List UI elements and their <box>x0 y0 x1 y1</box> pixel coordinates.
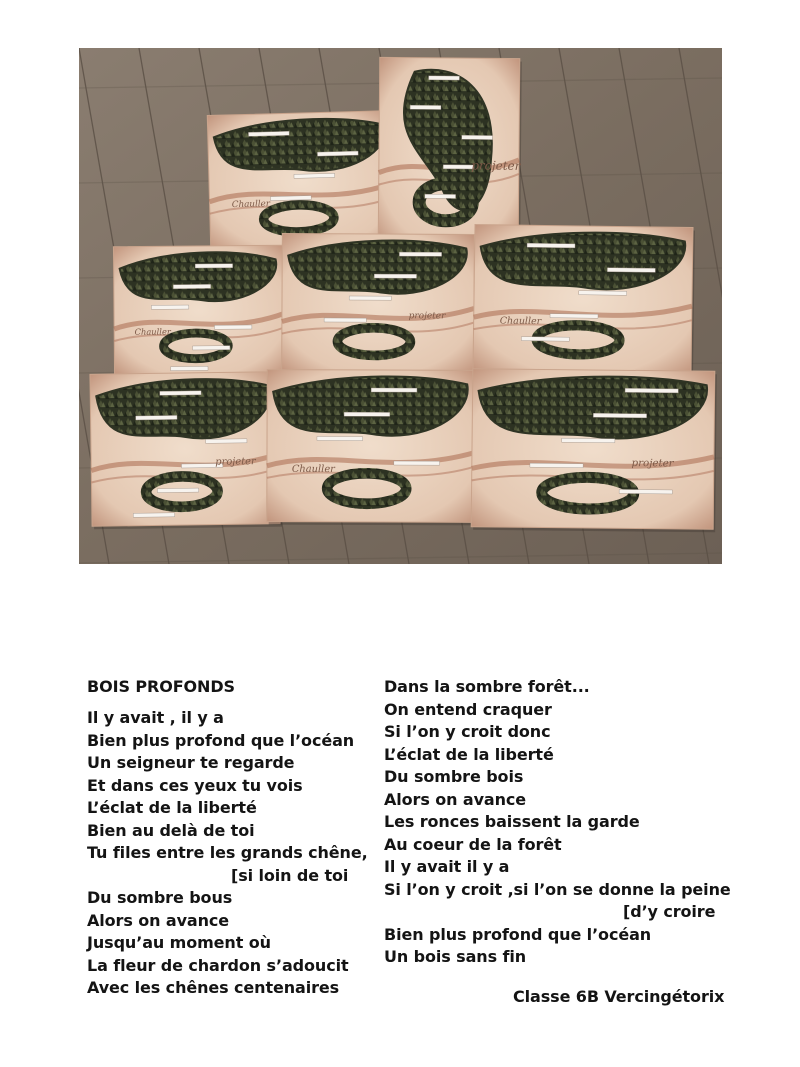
pasted-text-strip <box>371 388 417 392</box>
map-sheet <box>113 245 286 377</box>
pasted-text-strip <box>394 461 440 465</box>
poem-line: Alors on avance <box>87 910 230 930</box>
pasted-text-strip <box>171 366 208 370</box>
pasted-text-strip <box>294 173 335 178</box>
map-place-name: projeter <box>631 457 674 470</box>
poem-right-column <box>384 676 731 969</box>
pasted-text-strip <box>157 488 198 493</box>
pasted-text-strip <box>206 439 247 444</box>
poem-line: L’éclat de la liberté <box>87 798 257 817</box>
map-sheet <box>267 370 478 526</box>
poem-line: Du sombre bois <box>384 767 524 786</box>
poem-line-continuation: [si loin de toi <box>231 865 349 885</box>
poem-line: Si l’on y croit donc <box>384 722 551 741</box>
pasted-text-strip <box>151 305 188 309</box>
poem-line: L’éclat de la liberté <box>384 744 554 764</box>
poem-title: BOIS PROFONDS <box>87 677 235 696</box>
pasted-text-strip <box>214 325 251 329</box>
poem-line: Bien plus profond que l’océan <box>87 730 355 750</box>
map-place-name: Chauller <box>499 315 542 328</box>
poem-line: Alors on avance <box>384 789 527 809</box>
poem-line: Si l’on y croit ,si l’on se donne la peine <box>384 879 731 899</box>
poem-left-column <box>87 676 372 1000</box>
pasted-text-strip <box>593 413 646 418</box>
pasted-text-strip <box>248 131 289 136</box>
pasted-text-strip <box>160 391 201 396</box>
map-place-name: projeter <box>215 456 256 468</box>
pasted-text-strip <box>410 105 441 109</box>
pasted-text-strip <box>550 314 598 319</box>
pasted-text-strip <box>562 438 615 443</box>
pasted-text-strip <box>527 243 575 248</box>
map-sheet <box>282 233 477 375</box>
poem-line: Bien plus profond que l’océan <box>384 924 652 944</box>
floor-map-collage <box>79 48 722 564</box>
pasted-text-strip <box>521 337 569 342</box>
poem-line: Dans la sombre forêt... <box>384 677 590 696</box>
poem-line: Du sombre bous <box>87 888 233 907</box>
pasted-text-strip <box>462 135 493 139</box>
map-place-name: Chauller <box>231 199 271 211</box>
map-sheet <box>473 224 695 376</box>
poem-line: On entend craquer <box>384 699 552 719</box>
poem-line: Un seigneur te regarde <box>87 753 295 772</box>
pasted-text-strip <box>429 76 460 80</box>
pasted-text-strip <box>173 284 210 288</box>
map-sheet <box>207 111 398 254</box>
pasted-text-strip <box>425 194 456 198</box>
pasted-text-strip <box>349 296 391 300</box>
map-sheet <box>471 369 717 533</box>
poem-line: Avec les chênes centenaires <box>87 978 340 997</box>
pasted-text-strip <box>317 436 363 440</box>
pasted-text-strip <box>443 165 474 169</box>
poem-line: Au coeur de la forêt <box>384 834 562 854</box>
poem-line-continuation: [d’y croire <box>623 902 716 921</box>
poem-line: Bien au delà de toi <box>87 820 255 840</box>
pasted-text-strip <box>374 274 416 278</box>
poem-line: Un bois sans fin <box>384 947 527 966</box>
pasted-text-strip <box>195 264 232 268</box>
poem-line: Tu files entre les grands chêne, <box>87 843 368 862</box>
poem-line: Il y avait , il y a <box>87 708 224 727</box>
poem-line: Il y avait il y a <box>384 857 510 876</box>
map-place-name: projeter <box>408 311 446 322</box>
poem-line: Et dans ces yeux tu vois <box>87 775 303 795</box>
poem-line: Les ronces baissent la garde <box>384 812 640 831</box>
map-sheet <box>378 57 522 246</box>
pasted-text-strip <box>607 268 655 273</box>
pasted-text-strip <box>399 252 441 256</box>
pasted-text-strip <box>344 412 390 416</box>
pasted-text-strip <box>136 415 177 420</box>
poster-photo <box>79 48 722 564</box>
poem-line: Jusqu’au moment où <box>87 933 271 952</box>
map-place-name: Chauller <box>291 463 335 476</box>
pasted-text-strip <box>317 151 358 156</box>
pasted-text-strip <box>579 291 627 296</box>
pasted-text-strip <box>530 463 583 468</box>
pasted-text-strip <box>270 196 311 201</box>
poem-line: La fleur de chardon s’adoucit <box>87 955 349 975</box>
class-credit: Classe 6B Vercingétorix <box>513 987 725 1006</box>
map-place-name: Chauller <box>134 326 171 337</box>
pasted-text-strip <box>133 513 174 518</box>
pasted-text-strip <box>324 318 366 322</box>
map-place-name: projeter <box>471 158 521 173</box>
pasted-text-strip <box>193 346 230 350</box>
map-sheet <box>90 372 282 530</box>
pasted-text-strip <box>619 489 672 494</box>
pasted-text-strip <box>625 388 678 393</box>
